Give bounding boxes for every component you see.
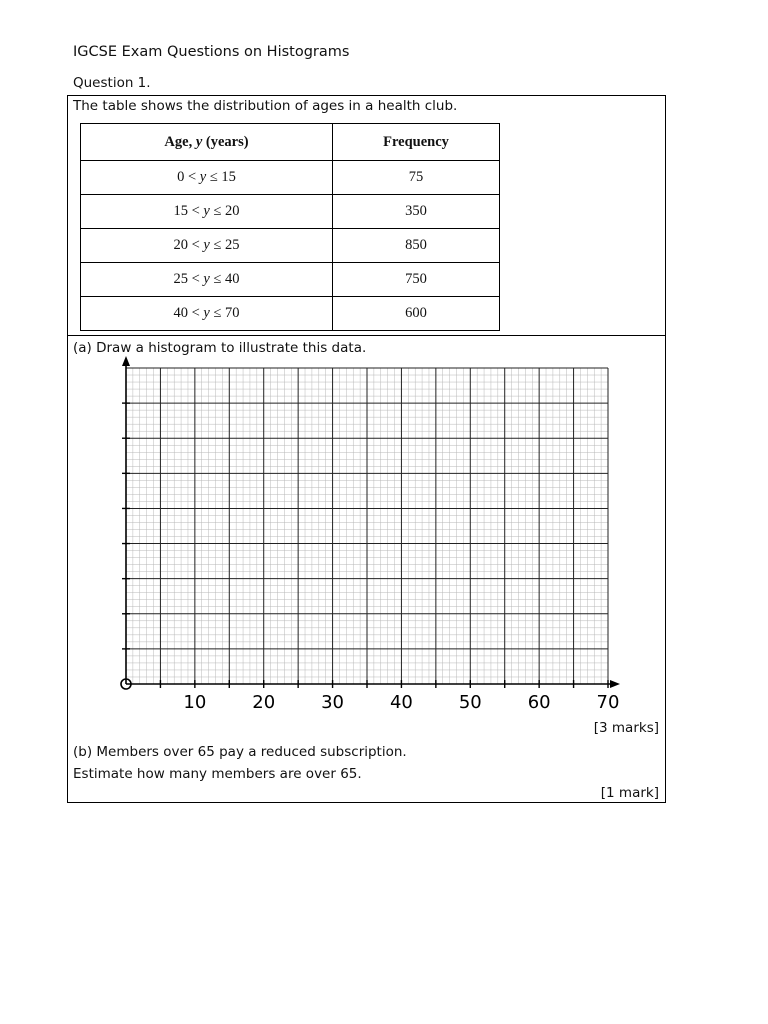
part-b-line2: Estimate how many members are over 65. — [73, 766, 362, 782]
x-axis-tick-labels — [183, 692, 619, 713]
part-a-text: (a) Draw a histogram to illustrate this data. — [73, 340, 367, 356]
major-gridlines — [126, 368, 608, 684]
x-tick-label: 70 — [596, 692, 620, 713]
question-intro: The table shows the distribution of ages in a health club. — [73, 98, 458, 114]
frequency-cell: 600 — [333, 297, 500, 331]
age-range-cell: 15 < y ≤ 20 — [81, 195, 333, 229]
x-tick-label: 20 — [252, 692, 276, 713]
age-range-cell: 0 < y ≤ 15 — [81, 161, 333, 195]
age-range-cell: 25 < y ≤ 40 — [81, 263, 333, 297]
header-age: Age, y (years) — [81, 124, 333, 161]
x-axis-arrow — [610, 680, 620, 688]
age-range-cell: 20 < y ≤ 25 — [81, 229, 333, 263]
frequency-cell: 850 — [333, 229, 500, 263]
frequency-cell: 750 — [333, 263, 500, 297]
question-box — [67, 95, 666, 803]
marks-part-a: [3 marks] — [593, 720, 659, 736]
header-frequency: Frequency — [333, 124, 500, 161]
y-axis-arrow — [122, 356, 130, 366]
x-tick-label: 50 — [458, 692, 482, 713]
x-tick-label: 10 — [183, 692, 207, 713]
marks-part-b: [1 mark] — [600, 785, 659, 801]
question-label: Question 1. — [73, 75, 151, 91]
x-tick-label: 40 — [389, 692, 413, 713]
frequency-cell: 350 — [333, 195, 500, 229]
part-b-text — [73, 741, 407, 785]
frequency-cell: 75 — [333, 161, 500, 195]
histogram-grid — [68, 96, 665, 802]
x-tick-label: 30 — [321, 692, 345, 713]
part-b-line1: (b) Members over 65 pay a reduced subscription. — [73, 744, 407, 760]
age-range-cell: 40 < y ≤ 70 — [81, 297, 333, 331]
x-tick-label: 60 — [527, 692, 551, 713]
page-title: IGCSE Exam Questions on Histograms — [73, 44, 350, 60]
